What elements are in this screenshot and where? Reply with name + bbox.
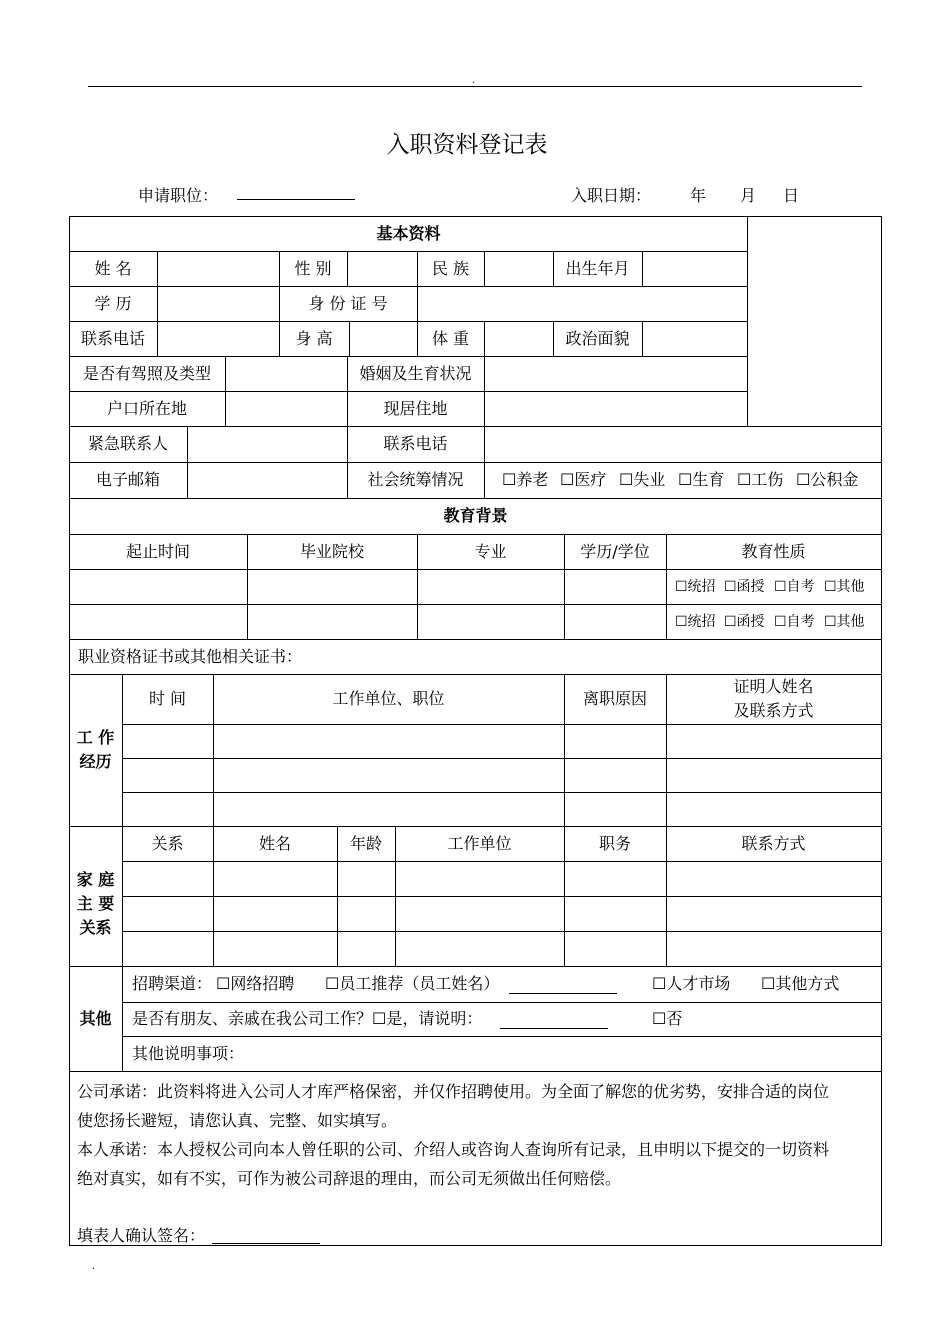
work-header-leave-reason: 离职原因: [582, 689, 647, 708]
signature-field[interactable]: [212, 1243, 320, 1244]
name-label: 姓 名: [94, 258, 132, 278]
channel-online-checkbox[interactable]: ☐网络招聘: [216, 974, 295, 993]
signature-label: 填表人确认签名：: [77, 1226, 206, 1245]
referral-name-field[interactable]: [509, 993, 617, 994]
registration-form: [69, 216, 882, 1246]
email-field[interactable]: [188, 463, 347, 498]
emergency-contact-label: 紧急联系人: [87, 434, 168, 453]
work-row-2-reason[interactable]: [565, 759, 666, 792]
edu-row-1-degree[interactable]: [565, 570, 666, 604]
family-header-relation: 关系: [151, 833, 184, 853]
channel-other-checkbox[interactable]: ☐其他方式: [761, 974, 840, 993]
family-row-3[interactable]: [123, 932, 881, 966]
edu-row-1-major[interactable]: [418, 570, 564, 604]
work-reference-line-2: 及联系方式: [733, 701, 814, 720]
license-field[interactable]: [226, 357, 347, 391]
weight-label: 体 重: [431, 328, 470, 348]
edu-row-1-period[interactable]: [70, 570, 247, 604]
work-row-2-reference[interactable]: [667, 759, 881, 792]
family-row-2[interactable]: [123, 897, 881, 931]
ethnicity-field[interactable]: [485, 252, 553, 286]
license-label: 是否有驾照及类型: [82, 363, 211, 383]
personal-commitment-line-2: 绝对真实，如有不实，可作为被公司辞退的理由，而公司无须做出任何赔偿。: [77, 1169, 622, 1188]
education-label: 学 历: [94, 293, 132, 313]
family-label-line-1: 家 庭: [76, 870, 115, 889]
certificates-label: 职业资格证书或其他相关证书：: [78, 646, 303, 666]
work-header-reference: [666, 674, 881, 724]
insurance-medical-checkbox[interactable]: ☐医疗: [560, 470, 607, 489]
edu-row-2-nature-selfstudy[interactable]: ☐自考: [774, 613, 815, 630]
header-rule: [88, 86, 862, 87]
edu-row-2-school[interactable]: [248, 605, 417, 639]
work-row-3-employer[interactable]: [214, 793, 564, 826]
insurance-unemployment-checkbox[interactable]: ☐失业: [619, 470, 666, 489]
emergency-phone-label: 联系电话: [383, 434, 448, 453]
position-label: 申请职位：: [138, 186, 219, 205]
name-field[interactable]: [158, 252, 279, 286]
insurance-injury-checkbox[interactable]: ☐工伤: [737, 470, 784, 489]
edu-row-1-nature-fulltime[interactable]: ☐统招: [675, 578, 716, 595]
residence-label: 现居住地: [383, 398, 448, 418]
insurance-housing-fund-checkbox[interactable]: ☐公积金: [796, 470, 859, 489]
hukou-label: 户口所在地: [106, 398, 187, 418]
edu-header-nature: 教育性质: [741, 541, 806, 561]
work-row-2-time[interactable]: [123, 759, 213, 792]
relatives-detail-field[interactable]: [500, 1028, 608, 1029]
residence-field[interactable]: [485, 392, 747, 426]
family-label-line-3: 关系: [79, 918, 112, 937]
edu-row-1-nature-selfstudy[interactable]: ☐自考: [774, 578, 815, 595]
height-field[interactable]: [350, 322, 417, 356]
date-day: 日: [783, 186, 800, 205]
page-mark-top: .: [472, 75, 476, 86]
relatives-no-checkbox[interactable]: ☐否: [652, 1009, 683, 1028]
date-month: 月: [740, 186, 757, 205]
relatives-question[interactable]: 是否有朋友、亲戚在我公司工作？☐是，请说明：: [132, 1009, 483, 1028]
edu-header-major: 专业: [474, 541, 507, 561]
company-commitment-line-1: 公司承诺：此资料将进入公司人才库严格保密，并仅作招聘使用。为全面了解您的优劣势，安排合适的岗位: [77, 1082, 830, 1101]
edu-row-2-nature-fulltime[interactable]: ☐统招: [675, 613, 716, 630]
channel-label: 招聘渠道：: [132, 974, 213, 993]
date-label: 入职日期：: [571, 186, 652, 205]
edu-row-2-degree[interactable]: [565, 605, 666, 639]
position-field[interactable]: [237, 199, 355, 200]
page-title: 入职资料登记表: [386, 132, 548, 158]
work-label-line-2: 经历: [79, 752, 112, 771]
email-label: 电子邮箱: [95, 470, 160, 489]
family-label: [69, 826, 122, 966]
insurance-label: 社会统筹情况: [367, 470, 464, 489]
work-header-employer: 工作单位、职位: [332, 689, 445, 708]
gender-label: 性 别: [294, 258, 332, 278]
phone-field[interactable]: [158, 322, 279, 356]
political-field[interactable]: [643, 322, 747, 356]
emergency-contact-field[interactable]: [188, 427, 347, 462]
family-label-line-2: 主 要: [76, 894, 115, 913]
work-reference-line-1: 证明人姓名: [733, 677, 814, 696]
gender-field[interactable]: [348, 252, 417, 286]
birth-label: 出生年月: [565, 258, 630, 278]
edu-row-1-nature-other[interactable]: ☐其他: [824, 578, 865, 595]
id-number-field[interactable]: [418, 287, 747, 321]
channel-market-checkbox[interactable]: ☐人才市场: [652, 974, 731, 993]
date-year: 年: [690, 186, 707, 205]
channel-referral-checkbox[interactable]: ☐员工推荐（员工姓名）: [325, 974, 500, 993]
ethnicity-label: 民 族: [431, 258, 470, 278]
work-experience-label: [69, 674, 122, 826]
emergency-phone-field[interactable]: [485, 427, 881, 462]
edu-header-period: 起止时间: [125, 541, 190, 561]
education-field[interactable]: [158, 287, 279, 321]
work-row-1-reference[interactable]: [667, 725, 881, 758]
height-label: 身 高: [295, 328, 333, 348]
other-notes-field[interactable]: [269, 1037, 881, 1071]
id-number-label: 身 份 证 号: [308, 293, 388, 313]
work-row-3-time[interactable]: [123, 793, 213, 826]
family-row-1[interactable]: [123, 862, 881, 896]
work-label-line-1: 工 作: [76, 728, 115, 747]
other-label: 其他: [79, 1008, 112, 1028]
edu-row-1-nature-correspondence[interactable]: ☐函授: [724, 578, 765, 595]
edu-header-school: 毕业院校: [299, 541, 364, 561]
edu-header-degree: 学历/学位: [580, 541, 650, 561]
edu-row-2-nature-other[interactable]: ☐其他: [824, 613, 865, 630]
work-row-3-reference[interactable]: [667, 793, 881, 826]
political-label: 政治面貌: [565, 328, 630, 348]
family-header-contact: 联系方式: [741, 833, 806, 853]
company-commitment-line-2: 使您扬长避短，请您认真、完整、如实填写。: [77, 1111, 398, 1130]
edu-row-2-period[interactable]: [70, 605, 247, 639]
family-header-age: 年龄: [349, 833, 382, 853]
work-row-3-reason[interactable]: [565, 793, 666, 826]
insurance-maternity-checkbox[interactable]: ☐生育: [678, 470, 725, 489]
section-education-title: 教育背景: [443, 506, 508, 525]
weight-field[interactable]: [485, 322, 553, 356]
personal-commitment-line-1: 本人承诺：本人授权公司向本人曾任职的公司、介绍人或咨询人查询所有记录，且申明以下提交的一切资料: [77, 1140, 830, 1159]
marital-field[interactable]: [485, 357, 747, 391]
work-row-1-employer[interactable]: [214, 725, 564, 758]
hukou-field[interactable]: [226, 392, 347, 426]
photo-area[interactable]: [748, 217, 881, 426]
edu-row-2-major[interactable]: [418, 605, 564, 639]
phone-label: 联系电话: [80, 328, 145, 348]
edu-row-1-school[interactable]: [248, 570, 417, 604]
section-basic-title: 基本资料: [376, 223, 441, 243]
other-notes-label: 其他说明事项：: [132, 1043, 245, 1063]
family-header-employer: 工作单位: [447, 833, 512, 853]
birth-field[interactable]: [643, 252, 747, 286]
page-mark-bottom: .: [92, 1261, 96, 1272]
marital-label: 婚姻及生育状况: [359, 363, 472, 383]
work-row-2-employer[interactable]: [214, 759, 564, 792]
work-row-1-reason[interactable]: [565, 725, 666, 758]
work-row-1-time[interactable]: [123, 725, 213, 758]
family-header-name: 姓名: [258, 833, 291, 853]
edu-row-2-nature-correspondence[interactable]: ☐函授: [724, 613, 765, 630]
work-header-time: 时 间: [148, 689, 187, 708]
insurance-pension-checkbox[interactable]: ☐养老: [502, 470, 549, 489]
family-header-position: 职务: [598, 833, 631, 853]
